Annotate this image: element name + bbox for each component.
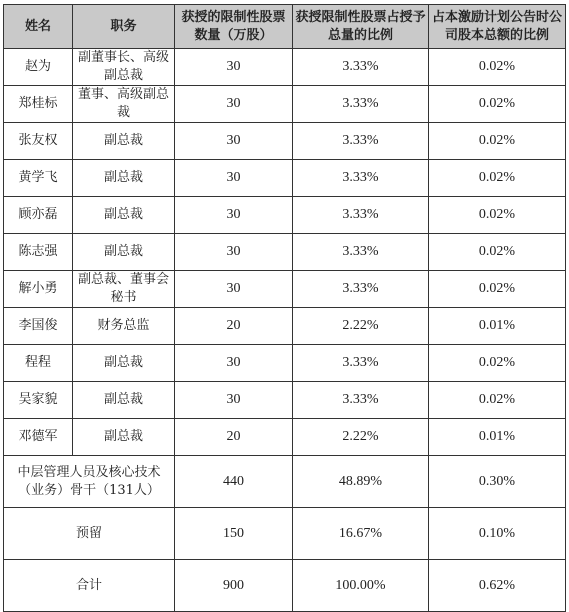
cell-pct-granted: 2.22% — [293, 308, 429, 345]
cell-shares: 30 — [175, 271, 293, 308]
cell-shares: 20 — [175, 308, 293, 345]
cell-position: 副总裁 — [73, 234, 175, 271]
header-pct-granted: 获授限制性股票占授予总量的比例 — [293, 5, 429, 49]
cell-name: 程程 — [4, 345, 73, 382]
cell-name: 顾亦磊 — [4, 197, 73, 234]
cell-position: 财务总监 — [73, 308, 175, 345]
cell-pct-total-equity: 0.02% — [429, 160, 566, 197]
cell-pct-total-equity: 0.02% — [429, 197, 566, 234]
cell-pct-granted: 3.33% — [293, 49, 429, 86]
table-row — [4, 271, 566, 308]
summary-label: 中层管理人员及核心技术（业务）骨干（131人） — [4, 456, 175, 508]
cell-position: 副董事长、高级副总裁 — [73, 49, 175, 86]
cell-pct-granted: 3.33% — [293, 345, 429, 382]
table-row — [4, 308, 566, 345]
summary-shares: 440 — [175, 456, 293, 508]
summary-pct-total-equity: 0.30% — [429, 456, 566, 508]
summary-row-middle-management — [4, 456, 566, 508]
table-row — [4, 234, 566, 271]
header-shares: 获授的限制性股票数量（万股） — [175, 5, 293, 49]
stock-allocation-table — [3, 4, 566, 612]
table-row — [4, 49, 566, 86]
cell-pct-total-equity: 0.02% — [429, 234, 566, 271]
table-row — [4, 382, 566, 419]
cell-shares: 30 — [175, 160, 293, 197]
summary-pct-granted: 48.89% — [293, 456, 429, 508]
cell-pct-total-equity: 0.02% — [429, 271, 566, 308]
cell-pct-total-equity: 0.02% — [429, 345, 566, 382]
cell-pct-total-equity: 0.02% — [429, 382, 566, 419]
cell-position: 副总裁 — [73, 345, 175, 382]
cell-position: 副总裁 — [73, 419, 175, 456]
summary-shares: 150 — [175, 508, 293, 560]
cell-pct-total-equity: 0.02% — [429, 49, 566, 86]
table-row — [4, 123, 566, 160]
cell-name: 解小勇 — [4, 271, 73, 308]
table-row — [4, 345, 566, 382]
cell-name: 邓德军 — [4, 419, 73, 456]
summary-row-total — [4, 560, 566, 612]
table-row — [4, 160, 566, 197]
cell-pct-total-equity: 0.02% — [429, 123, 566, 160]
cell-position: 副总裁 — [73, 197, 175, 234]
cell-pct-granted: 3.33% — [293, 197, 429, 234]
cell-name: 黄学飞 — [4, 160, 73, 197]
summary-pct-total-equity: 0.10% — [429, 508, 566, 560]
cell-pct-granted: 3.33% — [293, 123, 429, 160]
cell-shares: 30 — [175, 197, 293, 234]
cell-shares: 20 — [175, 419, 293, 456]
cell-pct-granted: 3.33% — [293, 86, 429, 123]
cell-name: 郑桂标 — [4, 86, 73, 123]
cell-name: 吴家貌 — [4, 382, 73, 419]
summary-pct-total-equity: 0.62% — [429, 560, 566, 612]
cell-pct-total-equity: 0.01% — [429, 419, 566, 456]
cell-position: 副总裁 — [73, 382, 175, 419]
header-position: 职务 — [73, 5, 175, 49]
table-row — [4, 197, 566, 234]
cell-shares: 30 — [175, 49, 293, 86]
header-name: 姓名 — [4, 5, 73, 49]
cell-name: 陈志强 — [4, 234, 73, 271]
cell-pct-granted: 2.22% — [293, 419, 429, 456]
cell-pct-granted: 3.33% — [293, 160, 429, 197]
cell-name: 张友权 — [4, 123, 73, 160]
table-row — [4, 419, 566, 456]
cell-shares: 30 — [175, 123, 293, 160]
table-row — [4, 86, 566, 123]
summary-shares: 900 — [175, 560, 293, 612]
summary-row-reserved — [4, 508, 566, 560]
cell-pct-granted: 3.33% — [293, 234, 429, 271]
cell-pct-total-equity: 0.02% — [429, 86, 566, 123]
cell-shares: 30 — [175, 382, 293, 419]
cell-shares: 30 — [175, 234, 293, 271]
cell-pct-granted: 3.33% — [293, 382, 429, 419]
cell-position: 副总裁 — [73, 160, 175, 197]
cell-name: 赵为 — [4, 49, 73, 86]
summary-label: 预留 — [4, 508, 175, 560]
header-pct-total-equity: 占本激励计划公告时公司股本总额的比例 — [429, 5, 566, 49]
cell-shares: 30 — [175, 86, 293, 123]
cell-pct-granted: 3.33% — [293, 271, 429, 308]
cell-position: 副总裁 — [73, 123, 175, 160]
summary-pct-granted: 16.67% — [293, 508, 429, 560]
cell-shares: 30 — [175, 345, 293, 382]
summary-label: 合计 — [4, 560, 175, 612]
table-header-row — [4, 5, 566, 49]
cell-position: 董事、高级副总裁 — [73, 86, 175, 123]
summary-pct-granted: 100.00% — [293, 560, 429, 612]
cell-pct-total-equity: 0.01% — [429, 308, 566, 345]
cell-position: 副总裁、董事会秘书 — [73, 271, 175, 308]
cell-name: 李国俊 — [4, 308, 73, 345]
